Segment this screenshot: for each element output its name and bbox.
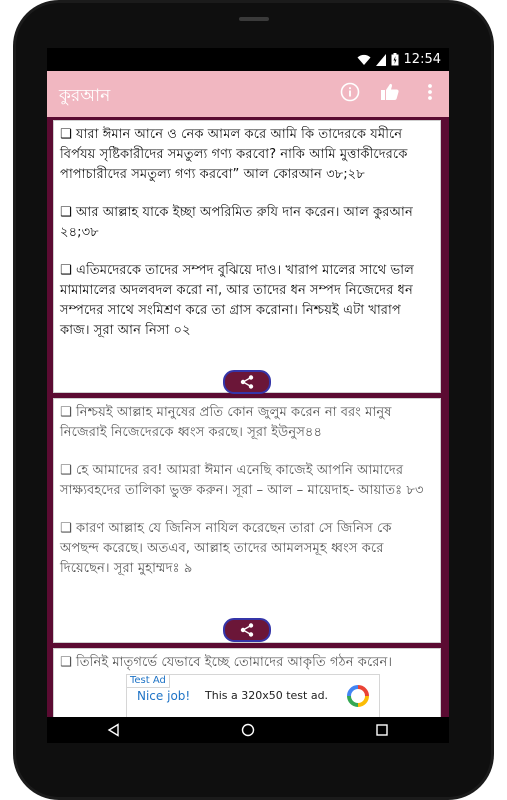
home-icon[interactable] xyxy=(241,723,255,737)
phone-speaker xyxy=(239,17,269,21)
app-screen xyxy=(47,48,449,717)
share-button[interactable] xyxy=(223,618,271,642)
quote-paragraph: ❑ তিনিই মাতৃগর্ভে যেভাবে ইচ্ছে তোমাদের আকৃতি গঠন করেন। xyxy=(60,655,393,670)
ad-text: This a 320x50 test ad. xyxy=(205,689,329,702)
quote-paragraph: ❑ আর আল্লাহ যাকে ইচ্ছা অপরিমিত রুযি দান করেন। আল কুরআন ২৪;৩৮ xyxy=(60,205,413,240)
quote-paragraph: ❑ হে আমাদের রব! আমরা ঈমান এনেছি কাজেই আপনি আমাদের সাক্ষ্যবহদের তালিকা ভুক্ত করুন। সূরা – আল – মায়েদাহ- আয়াতঃ ৮৩ xyxy=(60,463,424,498)
card-text xyxy=(54,649,440,673)
app-bar xyxy=(47,71,449,117)
ad-logo-icon xyxy=(347,685,369,707)
quote-paragraph: ❑ এতিমদেরকে তাদের সম্পদ বুঝিয়ে দাও। খারাপ মালের সাথে ভাল মামামালের অদলবদল করো না, আর তাদের ধন সম্পদ নিজেদের ধন সম্পদের সাথে সংমিশ্রণ করে তা গ্রাস করোনা। নিশ্চয়ই এটা খারাপ কাজ। সূরা আন নিসা ০২ xyxy=(60,263,414,338)
card-text xyxy=(54,121,440,341)
signal-icon xyxy=(376,54,386,66)
more-vert-icon[interactable] xyxy=(419,81,441,103)
status-time: 12:54 xyxy=(403,52,441,67)
card-text xyxy=(54,399,440,579)
navigation-bar xyxy=(47,717,449,743)
share-icon xyxy=(240,375,254,389)
quote-card-2 xyxy=(53,398,441,643)
share-icon xyxy=(240,623,254,637)
quote-paragraph: ❑ কারণ আল্লাহ যে জিনিস নাযিল করেছেন তারা সে জিনিস কে অপছন্দ করেছে। অতএব, আল্লাহ তাদের আমলসমূহ ধ্বংস করে দিয়েছেন। সূরা মুহাম্মদঃ ৯ xyxy=(60,521,392,576)
wifi-icon xyxy=(357,54,371,66)
share-button[interactable] xyxy=(223,370,271,394)
recents-icon[interactable] xyxy=(375,723,389,737)
status-icons xyxy=(357,52,441,67)
ad-banner[interactable] xyxy=(126,674,380,717)
back-icon[interactable] xyxy=(107,723,121,737)
info-icon[interactable] xyxy=(339,81,361,103)
status-bar xyxy=(47,48,449,71)
ad-headline: Nice job! xyxy=(137,689,191,703)
ad-badge: Test Ad xyxy=(127,675,170,688)
appbar-actions xyxy=(339,81,441,103)
thumbs-up-icon[interactable] xyxy=(379,81,401,103)
quote-paragraph: ❑ নিশ্চয়ই আল্লাহ মানুষের প্রতি কোন জুলুম করেন না বরং মানুষ নিজেরাই নিজেদেরকে ধ্বংস করছে। সূরা ইউনুস৪৪ xyxy=(60,405,392,440)
quote-card-1 xyxy=(53,120,441,393)
quote-paragraph: ❑ যারা ঈমান আনে ও নেক আমল করে আমি কি তাদেরকে যমীনে বির্পযয় সৃষ্টিকারীদের সমতুল্য গণ্য করবো? নাকি আমি মুত্তাকীদেরকে পাপাচারীদের সমতুল্য গণ্য করবো” আল কোরআন ৩৮;২৮ xyxy=(60,127,408,182)
battery-icon xyxy=(391,53,399,66)
app-title: কুরআন xyxy=(59,86,111,106)
